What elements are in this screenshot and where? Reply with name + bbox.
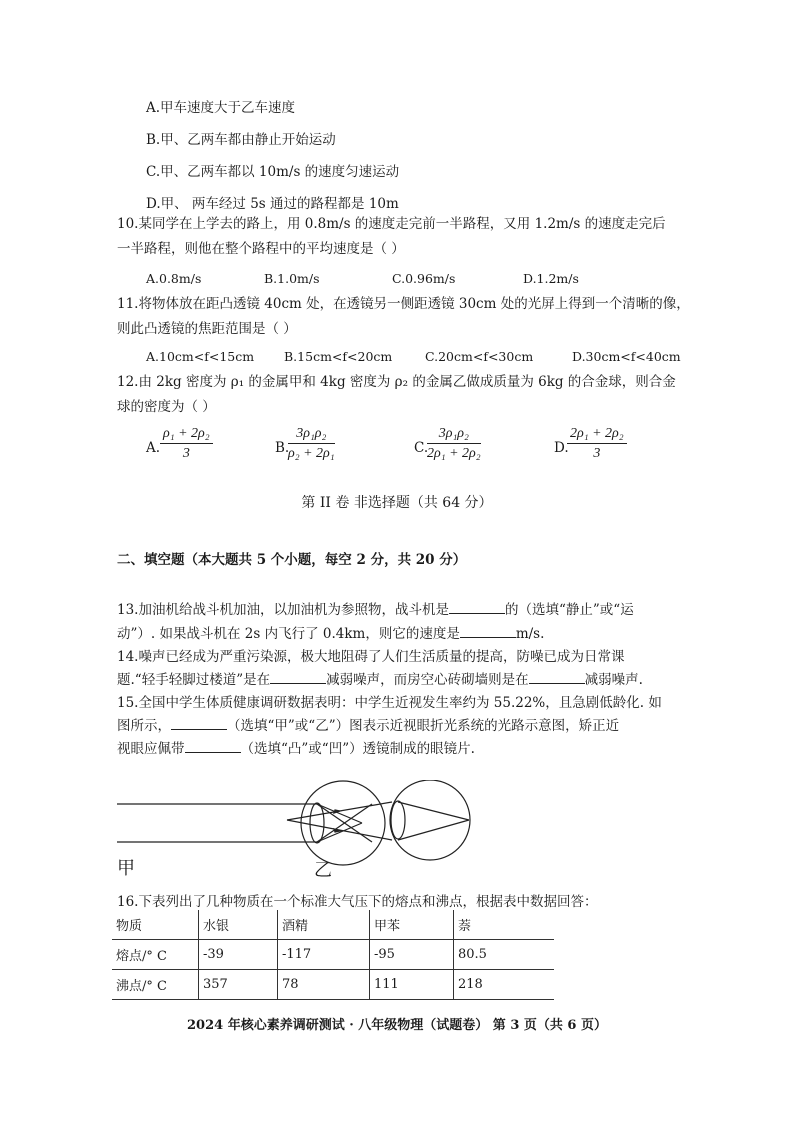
part2-title: 第 II 卷 非选择题（共 64 分）	[301, 495, 493, 511]
q13-line2-text-a: 动”）. 如果战斗机在 2s 内飞行了 0.4km，则它的速度是	[117, 626, 460, 642]
q12-c-denominator: 2ρ₁ + 2ρ₂	[427, 446, 481, 461]
q14-answer-blank-1[interactable]	[270, 671, 326, 684]
q15-line3-text-b: （选填“凸”或“凹”）透镜制成的眼镜片.	[240, 741, 475, 757]
jia-eyeball	[301, 781, 385, 865]
q12-option-d-fraction	[567, 426, 627, 462]
table-header-cell: 水银	[199, 910, 278, 940]
q11-option-c: C.20cm<f<30cm	[425, 349, 534, 364]
eye-diagram-jia	[117, 781, 385, 865]
table-cell: 111	[370, 970, 454, 1000]
q15-line2-text-b: （选填“甲”或“乙”）图表示近视眼折光系统的光路示意图，矫正近	[227, 718, 620, 734]
q11-option-a: A.10cm<f<15cm	[146, 349, 255, 364]
q10-option-c: C.0.96m/s	[392, 271, 456, 286]
q12-stem-line2: 球的密度为（ ）	[117, 399, 216, 415]
table-cell: 357	[199, 970, 278, 1000]
label-yi: 乙	[314, 860, 332, 881]
q15-answer-blank-2[interactable]	[185, 740, 241, 753]
q12-a-numerator: ρ₁ + 2ρ₂	[160, 426, 213, 444]
q16-intro: 16.下表列出了几种物质在一个标准大气压下的熔点和沸点，根据表中数据回答：	[117, 894, 598, 910]
q9-option-c: C.甲、乙两车都以 10m/s 的速度匀速运动	[146, 164, 400, 180]
q14-line2-text-c: 减弱噪声.	[584, 672, 643, 688]
table-header-cell: 甲苯	[370, 910, 454, 940]
table-header-cell: 萘	[454, 910, 555, 940]
table-cell: 熔点/° C	[112, 940, 199, 970]
q12-label-c: C.	[414, 440, 429, 456]
table-cell: -95	[370, 940, 454, 970]
q12-label-b: B.	[275, 440, 290, 456]
table-row	[112, 940, 554, 970]
q15-line1: 15.全国中学生体质健康调研数据表明：中学生近视发生率约为 55.22%，且急剧低龄化. 如	[117, 695, 662, 711]
jia-lens	[310, 803, 324, 843]
q15-line2	[117, 714, 619, 734]
q13-line2-text-b: m/s.	[515, 626, 545, 642]
table-header-row	[112, 910, 554, 940]
melting-boiling-table	[112, 910, 554, 1000]
q13-answer-blank-1[interactable]	[449, 601, 505, 614]
yi-arrow-top	[334, 810, 340, 813]
q12-option-a-fraction	[160, 426, 213, 462]
q12-d-numerator: 2ρ₁ + 2ρ₂	[567, 426, 627, 444]
table-header-cell: 酒精	[278, 910, 370, 940]
yi-ray-bottom-focus	[398, 820, 469, 840]
q12-option-b-fraction	[288, 426, 335, 462]
yi-lens	[391, 801, 405, 839]
q12-a-denominator: 3	[182, 446, 190, 461]
q9-option-d: D.甲、 两车经过 5s 通过的路程都是 10m	[146, 196, 399, 212]
q15-line2-text-a: 图所示，	[117, 718, 171, 734]
table-cell: -39	[199, 940, 278, 970]
yi-ray-bottom-in	[287, 820, 392, 840]
q11-stem-line2: 则此凸透镜的焦距范围是（ ）	[117, 321, 297, 337]
q15-answer-blank-1[interactable]	[171, 717, 227, 730]
q10-option-a: A.0.8m/s	[146, 271, 202, 286]
table-row	[112, 970, 554, 1000]
q14-line2	[117, 668, 643, 688]
q12-label-d: D.	[554, 440, 569, 456]
q11-option-d: D.30cm<f<40cm	[572, 349, 681, 364]
q12-option-c-fraction	[427, 426, 481, 462]
q15-line3-text-a: 视眼应佩带	[117, 741, 185, 757]
q10-option-b: B.1.0m/s	[264, 271, 320, 286]
q14-line2-text-b: 减弱噪声，而房空心砖砌墙则是在	[326, 672, 529, 688]
q9-option-a: A.甲车速度大于乙车速度	[146, 100, 296, 116]
table-cell: -117	[278, 940, 370, 970]
q11-option-b: B.15cm<f<20cm	[284, 349, 393, 364]
label-jia: 甲	[117, 858, 135, 879]
table-cell: 218	[454, 970, 555, 1000]
q12-b-denominator: ρ₂ + 2ρ₁	[288, 446, 335, 461]
q13-line2	[117, 622, 544, 642]
q13-line1	[117, 598, 634, 618]
q10-stem-line2: 一半路程，则他在整个路程中的平均速度是（ ）	[117, 241, 405, 257]
q12-stem-line1: 12.由 2kg 密度为 ρ₁ 的金属甲和 4kg 密度为 ρ₂ 的金属乙做成质量为 6kg 的合金球，则合金	[117, 374, 676, 390]
q11-stem-line1: 11.将物体放在距凸透镜 40cm 处，在透镜另一侧距透镜 30cm 处的光屏上得到一个清晰的像，	[117, 296, 690, 312]
table-header-cell: 物质	[112, 910, 199, 940]
q9-option-b: B.甲、乙两车都由静止开始运动	[146, 132, 336, 148]
yi-eyeball	[390, 780, 470, 860]
q12-d-denominator: 3	[593, 446, 601, 461]
table-cell: 78	[278, 970, 370, 1000]
q14-answer-blank-2[interactable]	[529, 671, 585, 684]
q13-answer-blank-2[interactable]	[460, 625, 516, 638]
q13-line1-text-b: 的（选填“静止”或“运	[504, 602, 634, 618]
q10-option-d: D.1.2m/s	[523, 271, 579, 286]
q15-line3	[117, 737, 475, 757]
q14-line2-text-a: 题.“轻手轻脚过楼道”是在	[117, 672, 271, 688]
page-footer: 2024 年核心素养调研测试 · 八年级物理（试题卷） 第 3 页（共 6 页）	[186, 1018, 607, 1033]
q12-b-numerator: 3ρ₁ρ₂	[288, 426, 335, 444]
yi-ray-top-focus	[398, 802, 469, 820]
q13-line1-text-a: 13.加油机给战斗机加油，以加油机为参照物，战斗机是	[117, 602, 449, 618]
q10-stem-line1: 10.某同学在上学去的路上，用 0.8m/s 的速度走完前一半路程，又用 1.2m/s 的速度走完后	[117, 216, 666, 232]
eye-diagrams	[112, 780, 492, 880]
q12-label-a: A.	[146, 440, 161, 456]
section2-title: 二、填空题（本大题共 5 个小题，每空 2 分，共 20 分）	[117, 552, 467, 568]
table-cell: 80.5	[454, 940, 555, 970]
table-cell: 沸点/° C	[112, 970, 199, 1000]
q12-c-numerator: 3ρ₁ρ₂	[427, 426, 481, 444]
q14-line1: 14.噪声已经成为严重污染源，极大地阻碍了人们生活质量的提高，防噪已成为日常课	[117, 649, 625, 665]
